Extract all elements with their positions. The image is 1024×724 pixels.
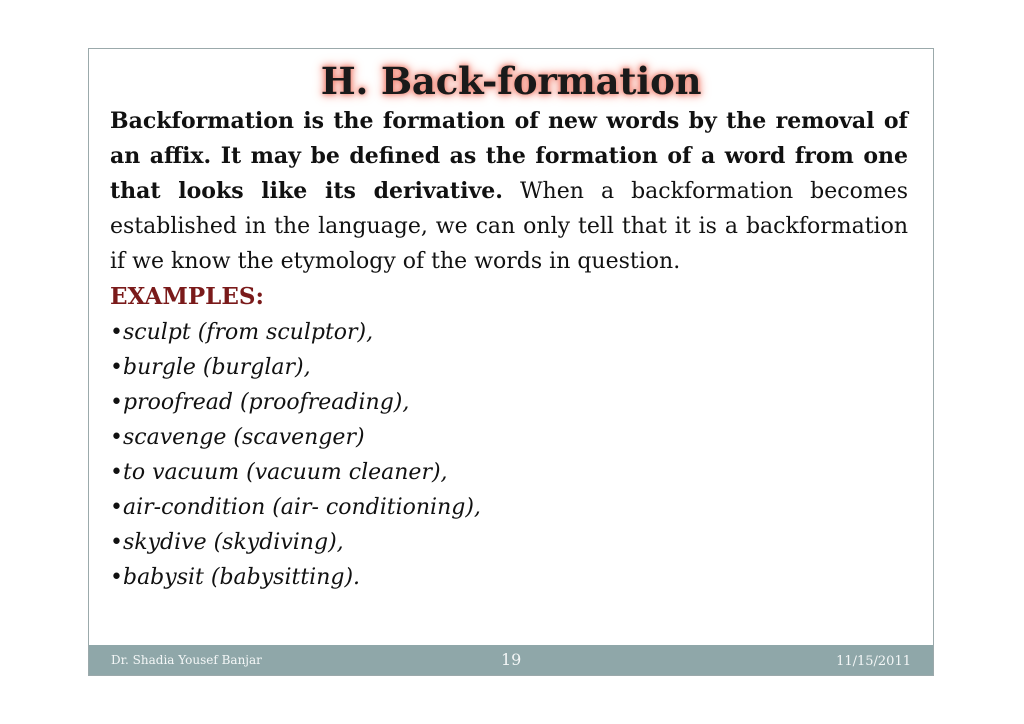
example-item	[110, 350, 908, 385]
bullet-icon: •	[110, 565, 123, 590]
definition-regular-text: When a backformation becomes established in the language, we can only tell that it is a backformation if we know the etymology of the words in question.	[110, 179, 908, 274]
slide-frame	[88, 48, 934, 676]
example-item	[110, 455, 908, 490]
slide-footer	[89, 645, 933, 675]
bullet-icon: •	[110, 425, 123, 450]
example-text: to vacuum (vacuum cleaner),	[122, 460, 448, 485]
footer-author: Dr. Shadia Yousef Banjar	[111, 653, 262, 667]
slide-body	[110, 104, 908, 595]
bullet-icon: •	[110, 495, 123, 520]
example-text: scavenge (scavenger)	[122, 425, 365, 450]
example-item	[110, 420, 908, 455]
example-item	[110, 315, 908, 350]
page-number: 19	[501, 650, 522, 669]
bullet-icon: •	[110, 320, 123, 345]
bullet-icon: •	[110, 460, 123, 485]
example-item	[110, 490, 908, 525]
definition-bold-text: Backformation is the formation of new words by the removal of an affix. It may be defined as the formation of a word from one that looks like its derivative.	[110, 108, 908, 204]
example-text: air-condition (air- conditioning),	[122, 495, 481, 520]
example-item	[110, 525, 908, 560]
bullet-icon: •	[110, 355, 123, 380]
example-item	[110, 385, 908, 420]
example-text: burgle (burglar),	[122, 355, 311, 380]
examples-list	[110, 315, 908, 595]
bullet-icon: •	[110, 390, 123, 415]
slide-title: H. Back-formation	[320, 59, 702, 103]
example-text: proofread (proofreading),	[122, 390, 410, 415]
example-text: skydive (skydiving),	[122, 530, 344, 555]
example-text: babysit (babysitting).	[122, 565, 361, 590]
example-text: sculpt (from sculptor),	[122, 320, 374, 345]
footer-date: 11/15/2011	[836, 654, 911, 669]
example-item	[110, 560, 908, 595]
bullet-icon: •	[110, 530, 123, 555]
definition-paragraph	[110, 104, 908, 279]
examples-heading: EXAMPLES:	[110, 283, 264, 310]
